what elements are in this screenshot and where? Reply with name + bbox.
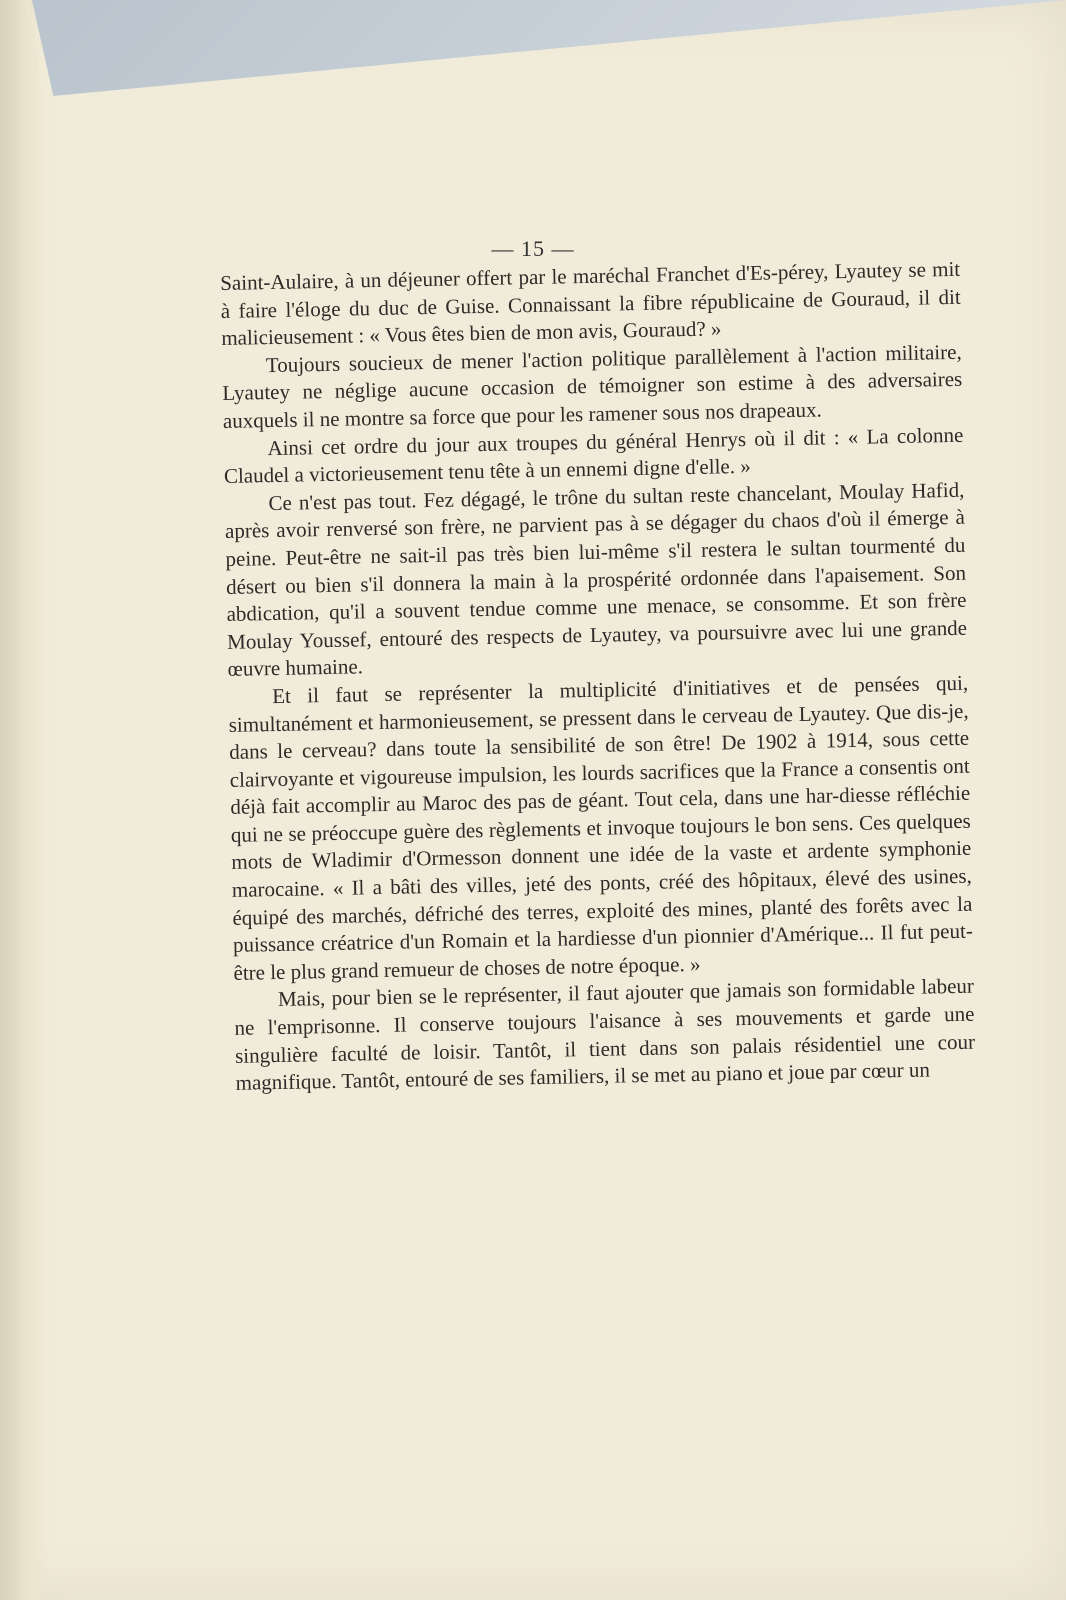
- paragraph-4: Ce n'est pas tout. Fez dégagé, le trône du sultan reste chancelant, Moulay Hafid, après avoir renversé son frère, ne parvient pas à se dégager du chaos d'où il émerge à peine. Peut-être ne sait-il pas très bien lui-même s'il restera le sultan tourmenté du désert ou bien s'il donnera la main à la prospérité ordonnée dans l'apaisement. Son abdication, qu'il a souvent tendue comme une menace, se consomme. Et son frère Moulay Youssef, entouré des respects de Lyautey, va poursuivre avec lui une grande œuvre humaine.: [224, 477, 968, 682]
- paragraph-3: Ainsi cet ordre du jour aux troupes du général Henrys où il dit : « La colonne Claudel a victorieusement tenu tête à un ennemi digne d'elle. »: [223, 422, 964, 489]
- paragraph-5: Et il faut se représenter la multiplicité d'initiatives et de pensées qui, simultanément et harmonieusement, se pressent dans le cerveau de Lyautey. Que dis-je, dans le cerveau? dans toute la sensibilité de son être! De 1902 à 1914, sous cette clairvoyante et vigoureuse impulsion, les lourds sacrifices que la France a consentis ont déjà fait accomplir au Maroc des pas de géant. Tout cela, dans une har-diesse réfléchie qui ne se préoccupe guère des règlements et invoque toujours le bon sens. Ces quelques mots de Wladimir d'Ormesson donnent une idée de la vaste et ardente symphonie marocaine. « Il a bâti des villes, jeté des ponts, créé des hôpitaux, élevé des usines, équipé des marchés, défriché des terres, exploité des mines, planté des forêts avec la puissance créatrice d'un Romain et la hardiesse d'un pionnier d'Amérique... Il fut peut-être le plus grand remueur de choses de notre époque. »: [228, 670, 974, 985]
- page-number: — 15 —: [491, 236, 575, 261]
- paragraph-1: Saint-Aulaire, à un déjeuner offert par le maréchal Franchet d'Es-pérey, Lyautey se mit à faire l'éloge du duc de Guise. Connaissant la fibre républicaine de Gouraud, il dit malicieusement : « Vous êtes bien de mon avis, Gouraud? »: [220, 256, 961, 351]
- paragraph-2: Toujours soucieux de mener l'action politique parallèlement à l'action militaire, Lyautey ne néglige aucune occasion de témoigner son estime à des adversaires auxquels il ne montre sa force que pour les ramener sous nos drapeaux.: [222, 339, 963, 433]
- body-text: [220, 256, 976, 1098]
- paragraph-6: Mais, pour bien se le représenter, il faut ajouter que jamais son formidable labeur ne l'emprisonne. Il conserve toujours l'aisance à ses mouvements et garde une singulière faculté de loisir. Tantôt, il tient dans son palais résidentiel une cour magnifique. Tantôt, entouré de ses familiers, il se met au piano et joue par cœur un: [234, 974, 976, 1096]
